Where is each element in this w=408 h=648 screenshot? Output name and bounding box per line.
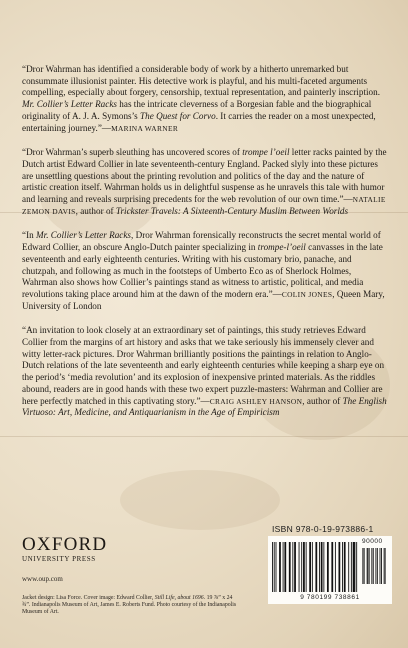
- barcode-bar: [327, 542, 329, 592]
- italic-title: The Quest for Corvo: [140, 110, 216, 121]
- quote-text: Jacket design: Lisa Force. Cover image: Edward Collier,: [22, 595, 155, 601]
- quote-text: , author of: [75, 205, 116, 216]
- barcode-bar: [364, 548, 365, 584]
- barcode-bar: [363, 548, 364, 584]
- barcode-bar: [319, 542, 320, 592]
- barcode-bar: [375, 548, 376, 584]
- barcode-digits: 9 780199 738861: [300, 594, 360, 601]
- barcode-bar: [312, 542, 313, 592]
- barcode-bar: [351, 542, 352, 592]
- barcode-bar: [380, 548, 381, 584]
- barcode-bar: [331, 542, 333, 592]
- quote-text: , Dror Wahrman forensically reconstructs the secret mental world of Edward Collier, an obscure Anglo-Dutch painter specializing in: [22, 230, 381, 253]
- italic-title: Trickster Travels: A Sixteenth-Century Muslim Between Worlds: [115, 205, 349, 216]
- quote-text: letter racks painted by the Dutch artist Edward Collier in late seventeenth-century England. Packed slyly into these pictures are unsettling questions about the printing revolution and politics of the day and the nature of artistic creation itself. Wahrman holds us in delightful suspense as he unravels this tale with humor and learning and reveals surprising precedents for the web revolution of our own time.”—: [22, 147, 387, 205]
- barcode-bar: [292, 542, 293, 592]
- quote-text: , Queen Mary, University of London: [22, 288, 385, 311]
- endorsement-quotes: [22, 64, 388, 432]
- endorser-name: MARINA WARNER: [111, 123, 179, 133]
- barcode-bar: [353, 542, 355, 592]
- endorsement-quote: [22, 147, 388, 217]
- barcode-bar: [294, 542, 296, 592]
- barcode-bar: [301, 542, 302, 592]
- italic-title: Still Life, about 1696.: [154, 595, 206, 601]
- jacket-credit: [22, 595, 237, 617]
- endorsement-quote: [22, 325, 388, 419]
- barcode-bar: [381, 548, 382, 584]
- endorsement-quote: [22, 64, 388, 134]
- italic-title: trompe l’oeil: [242, 147, 290, 158]
- publisher-name: OXFORD: [22, 534, 108, 555]
- quote-text: , author of: [302, 395, 343, 406]
- barcode-bar: [289, 542, 291, 592]
- italic-title: trompe-l’oeil: [257, 242, 306, 253]
- barcode-bar: [321, 542, 323, 592]
- italic-title: Mr. Collier’s Letter Racks: [36, 230, 131, 241]
- barcode-bar: [283, 542, 284, 592]
- barcode-bar: [338, 542, 340, 592]
- endorser-name: NATALIE ZEMON DAVIS: [22, 195, 386, 216]
- italic-title: The English Virtuoso: Art, Medicine, and Antiquarianism in the Age of Empiricism: [22, 395, 387, 418]
- barcode-bar: [306, 542, 307, 592]
- barcode-bar: [276, 542, 277, 592]
- quote-text: . It carries the reader on a most unexpected, entertaining journey.”—: [22, 110, 376, 133]
- publisher-url: www.oup.com: [22, 575, 63, 583]
- barcode-bar: [367, 548, 368, 584]
- publisher-logo: [22, 535, 107, 563]
- barcode-bar: [303, 542, 305, 592]
- paper-stain: [120, 470, 280, 530]
- endorsement-quote: [22, 230, 388, 312]
- barcode-bar: [373, 548, 374, 584]
- barcode-bar: [315, 542, 317, 592]
- quote-text: canvasses in the late seventeenth and early eighteenth centuries. Writing with his customary brio, panache, and chutzpah, and following as much in the footsteps of Umberto Eco as of Sherlock Holmes, Wahrman also shows how Collier’s paintings stand as witness to artistic, political, and media revolutions taking place around him at the dawn of the modern era.”—: [22, 242, 383, 299]
- barcode-bars: [272, 542, 360, 592]
- quote-text: “Dror Wahrman’s superb sleuthing has uncovered scores of: [22, 147, 243, 158]
- quote-text: “An invitation to look closely at an extraordinary set of paintings, this study retrieves Edward Collier from the margins of art history and asks that we take seriously his immensely clever and witty letter-rack pictures. Dror Wahrman brilliantly positions the paintings in relation to Anglo-Dutch relations of the late seventeenth and early eighteenth centuries while keeping a sharp eye on the period’s ‘media revolution’ and its explosion of inexpensive printed materials. As the riddles abound, readers are in good hands with these two expert puzzle-masters: Wahrman and Collier are here perfectly matched in this captivating story.”—: [22, 325, 385, 406]
- quote-text: 19 ⅞” x 24 ¾”. Indianapolis Museum of Art, James E. Roberts Fund. Photo courtesy of the Indianapolis Museum of Art.: [22, 595, 237, 616]
- paper-crease: [0, 436, 408, 437]
- barcode-bar: [385, 548, 386, 584]
- isbn-label: ISBN 978-0-19-973886-1: [272, 524, 374, 534]
- barcode-bar: [356, 542, 357, 592]
- barcode-bar: [371, 548, 372, 584]
- italic-title: Mr. Collier’s Letter Racks: [22, 99, 117, 110]
- barcode-bar: [272, 542, 273, 592]
- barcode-bar: [377, 548, 378, 584]
- barcode-bar: [348, 542, 349, 592]
- price-barcode-bars: [362, 548, 388, 584]
- barcode-bar: [284, 542, 286, 592]
- barcode-bar: [299, 542, 300, 592]
- barcode-bar: [274, 542, 275, 592]
- barcode-bar: [335, 542, 336, 592]
- barcode-bar: [309, 542, 311, 592]
- endorser-name: CRAIG ASHLEY HANSON: [209, 396, 303, 406]
- isbn-barcode: [268, 536, 392, 604]
- publisher-subtitle: UNIVERSITY PRESS: [22, 555, 96, 563]
- barcode-bar: [362, 548, 363, 584]
- barcode-bar: [354, 542, 355, 592]
- quote-text: “In: [22, 230, 37, 241]
- barcode-bar: [279, 542, 281, 592]
- barcode-bar: [342, 542, 343, 592]
- barcode-bar: [368, 548, 369, 584]
- quote-text: has the intricate cleverness of a Borgesian fable and the biographical originality of A. J. A. Symons’s: [22, 99, 372, 121]
- endorser-name: COLIN JONES: [281, 289, 333, 299]
- barcode-bar: [384, 548, 385, 584]
- barcode-bar: [384, 548, 385, 584]
- quote-text: “Dror Wahrman has identified a considerable body of work by a hitherto unremarked but consummate illusionist painter. His detective work is playful, and his multi-faceted arguments compelling, especially about forgery, censorship, textual representation, and painterly inscription.: [22, 64, 381, 98]
- price-code: 90000: [362, 538, 383, 545]
- barcode-bar: [344, 542, 346, 592]
- barcode-bar: [323, 542, 324, 592]
